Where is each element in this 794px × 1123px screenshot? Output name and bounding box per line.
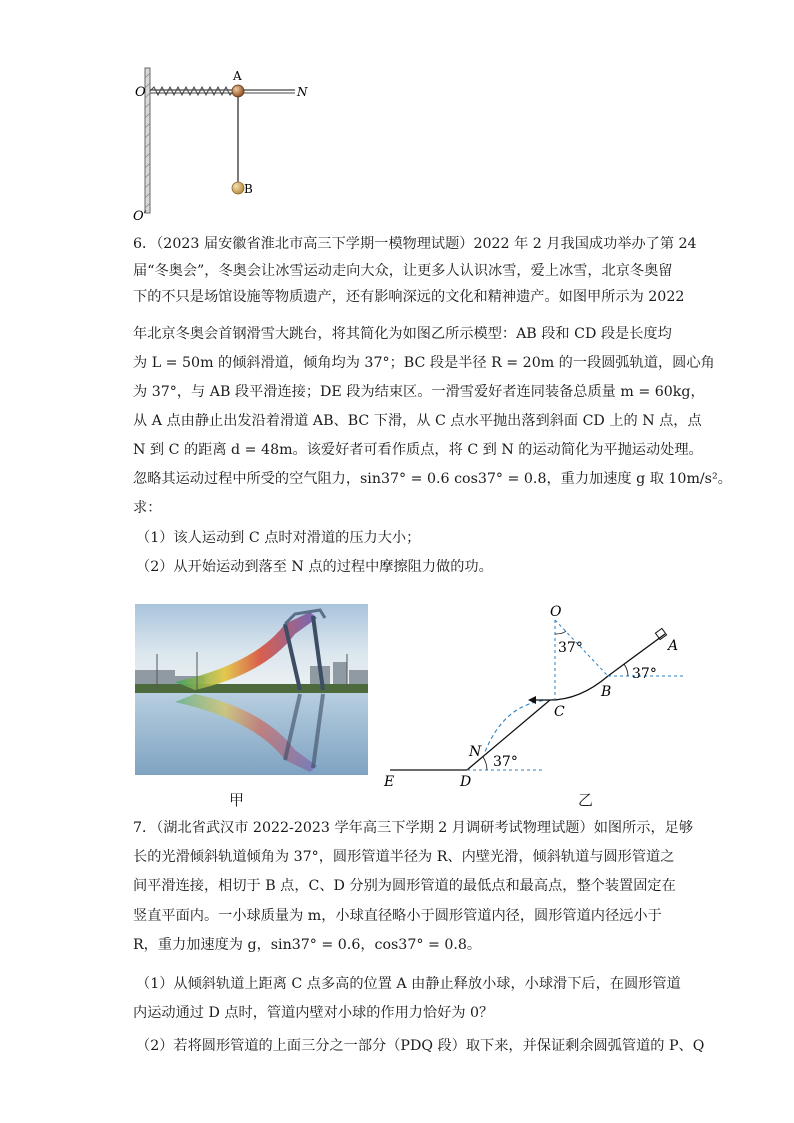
label-b: B [601, 684, 612, 700]
label-n: N [297, 85, 308, 99]
q7-line-1: 7．（湖北省武汉市 2022-2023 学年高三下学期 2 月调研考试物理试题）如图所示，足够 [133, 820, 694, 836]
q6-line-5: 为 L = 50m 的倾斜滑道，倾角均为 37°；BC 段是半径 R = 20m 的一段圆弧轨道，圆心角 [133, 355, 715, 371]
angle-b: 37° [632, 666, 657, 682]
label-a: A [668, 638, 679, 654]
q6-line-9: 忽略其运动过程中所受的空气阻力，sin37° = 0.6 cos37° = 0.8，重力加速度 g 取 10m/s²。 [133, 471, 732, 487]
label-e: E [384, 774, 395, 790]
q6-line-3: 下的不只是场馆设施等物质遗产，还有影响深远的文化和精神遗产。如图甲所示为 2022 [133, 289, 685, 305]
label-b: B [244, 182, 253, 196]
angle-d: 37° [493, 754, 518, 770]
label-a: A [233, 69, 242, 83]
q7-line-2: 长的光滑倾斜轨道倾角为 37°，圆形管道半径为 R、内壁光滑，倾斜轨道与圆形管道之 [133, 849, 675, 865]
ski-jump-photo [135, 604, 368, 775]
q6-line-10: 求： [133, 500, 162, 516]
q6-line-6: 为 37°，与 AB 段平滑连接；DE 段为结束区。一滑雪爱好者连同装备总质量 m = 60kg， [133, 384, 705, 400]
label-o: O [550, 604, 562, 620]
q7-line-3: 间平滑连接，相切于 B 点，C、D 分别为圆形管道的最低点和最高点，整个装置固定在 [133, 878, 676, 894]
q6-line-7: 从 A 点由静止出发沿着滑道 AB、BC 下滑，从 C 点水平抛出落到斜面 CD 上的 N 点，点 [133, 413, 702, 429]
label-o-prime: O′ [133, 209, 147, 223]
label-c: C [554, 704, 565, 720]
vertical-rod [145, 68, 150, 213]
spring-pendulum-figure [125, 58, 315, 223]
q7-sub-question-1b: 内运动通过 D 点时，管道内壁对小球的作用力恰好为 0？ [133, 1005, 494, 1021]
ball-a [232, 85, 244, 97]
q7-line-4: 竖直平面内。一小球质量为 m，小球直径略小于圆形管道内径，圆形管道内径远小于 [133, 908, 662, 924]
q7-sub-question-1a: （1）从倾斜轨道上距离 C 点多高的位置 A 由静止释放小球，小球滑下后，在圆形管道 [136, 976, 681, 992]
label-n: N [469, 744, 482, 760]
q6-line-8: N 到 C 的距离 d = 48m。该爱好者可看作质点，将 C 到 N 的运动简化为平抛运动处理。 [133, 442, 703, 458]
ball-b [232, 182, 244, 194]
q6-line-1: 6．（2023 届安徽省淮北市高三下学期一模物理试题）2022 年 2 月我国成功举办了第 24 [133, 236, 697, 252]
label-o: O [135, 85, 146, 100]
angle-o: 37° [558, 640, 583, 656]
spring [150, 87, 234, 95]
q7-sub-question-2: （2）若将圆形管道的上面三分之一部分（PDQ 段）取下来，并保证剩余圆弧管道的 P、Q [136, 1038, 705, 1054]
q6-sub-question-2: （2）从开始运动到落至 N 点的过程中摩擦阻力做的功。 [136, 559, 493, 575]
q6-line-4: 年北京冬奥会首钢滑雪大跳台，将其简化为如图乙所示模型：AB 段和 CD 段是长度均 [133, 326, 672, 342]
q7-line-5: R，重力加速度为 g，sin37° = 0.6，cos37° = 0.8。 [133, 937, 482, 953]
label-d: D [460, 774, 472, 790]
q6-line-2: 届“冬奥会”，冬奥会让冰雪运动走向大众，让更多人认识冰雪，爱上冰雪，北京冬奥留 [133, 263, 673, 279]
caption-yi: 乙 [578, 791, 594, 809]
slope-model-figure [380, 600, 690, 795]
q6-sub-question-1: （1）该人运动到 C 点时对滑道的压力大小； [136, 530, 421, 546]
caption-jia: 甲 [229, 791, 245, 809]
